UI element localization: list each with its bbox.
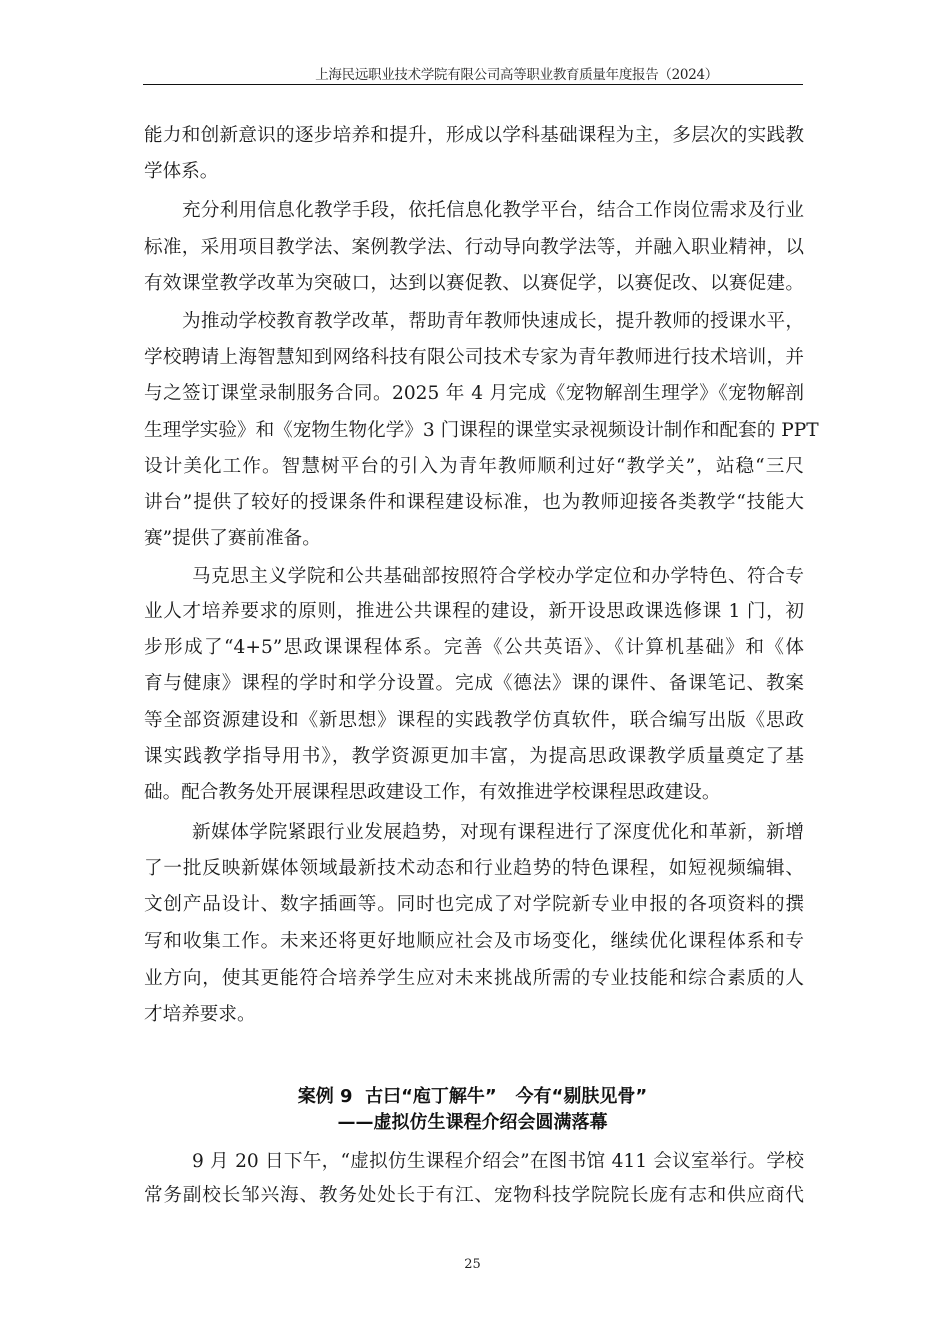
- text-line: 与之签订课堂录制服务合同。2025 年 4 月完成《宠物解剖生理学》《宠物解剖: [144, 383, 804, 404]
- case-title-line1: 案例 9 古曰“庖丁解牛” 今有“剔肤见骨”: [297, 1086, 648, 1107]
- case-title-line2: ——虚拟仿生课程介绍会圆满落幕: [337, 1112, 608, 1133]
- text-line: 能力和创新意识的逐步培养和提升，形成以学科基础课程为主，多层次的实践教: [144, 125, 804, 146]
- text-line: 育与健康》课程的学时和学分设置。完成《德法》课的课件、备课笔记、教案: [144, 673, 804, 694]
- text-line: 9 月 20 日下午，“虚拟仿生课程介绍会”在图书馆 411 会议室举行。学校: [192, 1151, 804, 1172]
- text-line: 写和收集工作。未来还将更好地顺应社会及市场变化，继续优化课程体系和专: [144, 931, 804, 952]
- page-header: [143, 64, 803, 85]
- text-line: 课实践教学指导用书》，教学资源更加丰富，为提高思政课教学质量奠定了基: [144, 746, 804, 767]
- text-line: 步形成了“4+5”思政课课程体系。完善《公共英语》、《计算机基础》和《体: [144, 637, 804, 658]
- text-line: 学校聘请上海智慧知到网络科技有限公司技术专家为青年教师进行技术培训，并: [144, 347, 804, 368]
- text-line: 充分利用信息化教学手段，依托信息化教学平台，结合工作岗位需求及行业: [182, 200, 804, 221]
- text-line: 才培养要求。: [144, 1004, 256, 1025]
- text-line: 标准，采用项目教学法、案例教学法、行动导向教学法等，并融入职业精神，以: [144, 237, 804, 258]
- text-line: 有效课堂教学改革为突破口，达到以赛促教、以赛促学，以赛促改、以赛促建。: [144, 273, 804, 294]
- text-line: 讲台”提供了较好的授课条件和课程建设标准，也为教师迎接各类教学“技能大: [144, 492, 804, 513]
- text-line: 为推动学校教育教学改革，帮助青年教师快速成长，提升教师的授课水平，: [182, 311, 804, 332]
- text-line: 生理学实验》和《宠物生物化学》3 门课程的课堂实录视频设计制作和配套的 PPT: [144, 420, 819, 441]
- text-line: 新媒体学院紧跟行业发展趋势，对现有课程进行了深度优化和革新，新增: [192, 822, 804, 843]
- text-line: 了一批反映新媒体领域最新技术动态和行业趋势的特色课程，如短视频编辑、: [144, 858, 804, 879]
- text-line: 础。配合教务处开展课程思政建设工作，有效推进学校课程思政建设。: [144, 782, 721, 803]
- text-line: 等全部资源建设和《新思想》课程的实践教学仿真软件，联合编写出版《思政: [144, 710, 804, 731]
- text-line: 马克思主义学院和公共基础部按照符合学校办学定位和办学特色、符合专: [192, 566, 804, 587]
- text-line: 常务副校长邹兴海、教务处处长于有江、宠物科技学院院长庞有志和供应商代: [144, 1185, 804, 1206]
- header-title: 上海民远职业技术学院有限公司高等职业教育质量年度报告（2024）: [315, 67, 718, 83]
- text-line: 设计美化工作。智慧树平台的引入为青年教师顺利过好“教学关”，站稳“三尺: [144, 456, 804, 477]
- text-line: 学体系。: [144, 161, 219, 182]
- text-line: 赛”提供了赛前准备。: [144, 528, 321, 549]
- page-number: 25: [464, 1257, 481, 1272]
- text-line: 业方向，使其更能符合培养学生应对未来挑战所需的专业技能和综合素质的人: [144, 968, 804, 989]
- text-line: 业人才培养要求的原则，推进公共课程的建设，新开设思政课选修课 1 门，初: [144, 601, 804, 622]
- text-line: 文创产品设计、数字插画等。同时也完成了对学院新专业申报的各项资料的撰: [144, 894, 804, 915]
